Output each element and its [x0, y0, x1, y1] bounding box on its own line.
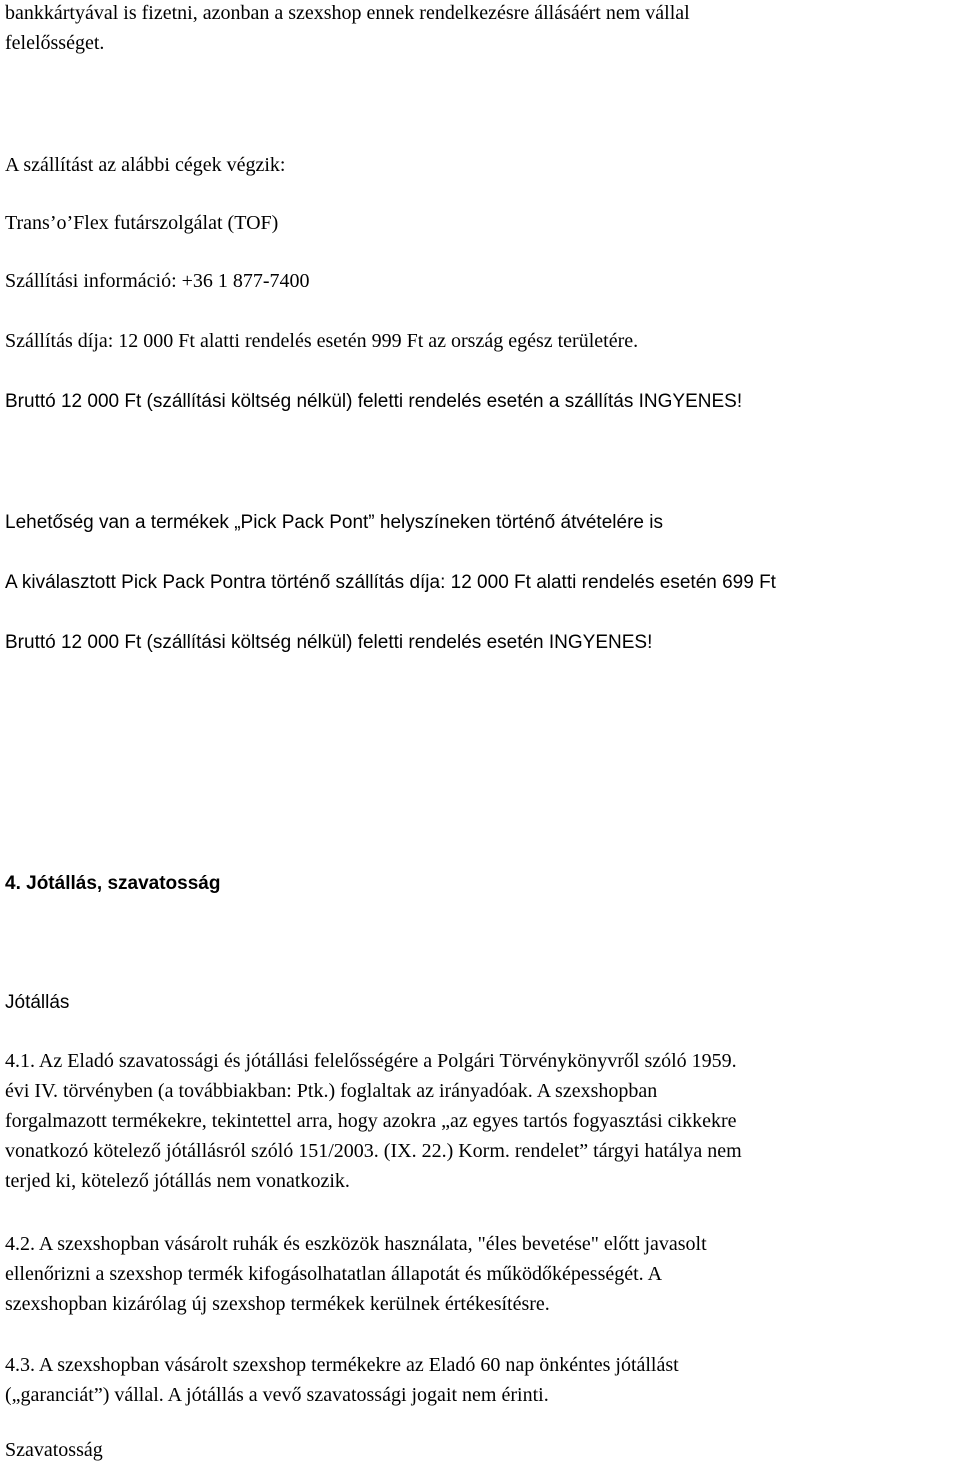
shipping-free-threshold: Bruttó 12 000 Ft (szállítási költség nélkül) feletti rendelés esetén a szállítás INGYENES!	[5, 391, 743, 412]
shipping-info-phone: Szállítási információ: +36 1 877-7400	[5, 270, 310, 292]
paragraph-line: 4.3. A szexshopban vásárolt szexshop termékekre az Eladó 60 nap önkéntes jótállást	[5, 1354, 679, 1376]
section-heading: 4. Jótállás, szavatosság	[5, 873, 221, 894]
paragraph-line: évi IV. törvényben (a továbbiakban: Ptk.) foglaltak az irányadóak. A szexshopban	[5, 1080, 658, 1102]
paragraph-4-3	[5, 1350, 960, 1410]
paragraph-line: ellenőrizni a szexshop termék kifogásolhatatlan állapotát és működőképességét. A	[5, 1263, 663, 1285]
shipping-companies-heading: A szállítást az alábbi cégek végzik:	[5, 154, 286, 176]
paragraph-4-1	[5, 1046, 960, 1196]
intro-line-2: felelősséget.	[5, 32, 105, 54]
carrier-name: Trans’o’Flex futárszolgálat (TOF)	[5, 212, 279, 234]
paragraph-line: forgalmazott termékekre, tekintettel arra, hogy azokra „az egyes tartós fogyasztási cikkekre	[5, 1110, 737, 1132]
warranty-subheading: Jótállás	[5, 992, 70, 1013]
guarantee-subheading: Szavatosság	[5, 1439, 103, 1461]
pickpack-free-threshold: Bruttó 12 000 Ft (szállítási költség nélkül) feletti rendelés esetén INGYENES!	[5, 632, 653, 653]
paragraph-line: 4.2. A szexshopban vásárolt ruhák és eszközök használata, "éles bevetése" előtt javasolt	[5, 1233, 707, 1255]
paragraph-line: 4.1. Az Eladó szavatossági és jótállási felelősségére a Polgári Törvénykönyvről szóló 1959.	[5, 1050, 737, 1072]
pickpack-fee: A kiválasztott Pick Pack Pontra történő szállítás díja: 12 000 Ft alatti rendelés esetén 699 Ft	[5, 572, 776, 593]
paragraph-line: szexshopban kizárólag új szexshop termékek kerülnek értékesítésre.	[5, 1293, 550, 1315]
shipping-fee: Szállítás díja: 12 000 Ft alatti rendelés esetén 999 Ft az ország egész területére.	[5, 330, 639, 352]
intro-line-1: bankkártyával is fizetni, azonban a szexshop ennek rendelkezésre állásáért nem vállal	[5, 2, 690, 24]
paragraph-line: terjed ki, kötelező jótállás nem vonatkozik.	[5, 1170, 350, 1192]
paragraph-line: vonatkozó kötelező jótállásról szóló 151/2003. (IX. 22.) Korm. rendelet” tárgyi hatálya nem	[5, 1140, 742, 1162]
paragraph-line: („garanciát”) vállal. A jótállás a vevő szavatossági jogait nem érinti.	[5, 1384, 549, 1406]
paragraph-4-2	[5, 1229, 960, 1319]
pickpack-intro: Lehetőség van a termékek „Pick Pack Pont” helyszíneken történő átvételére is	[5, 512, 663, 533]
